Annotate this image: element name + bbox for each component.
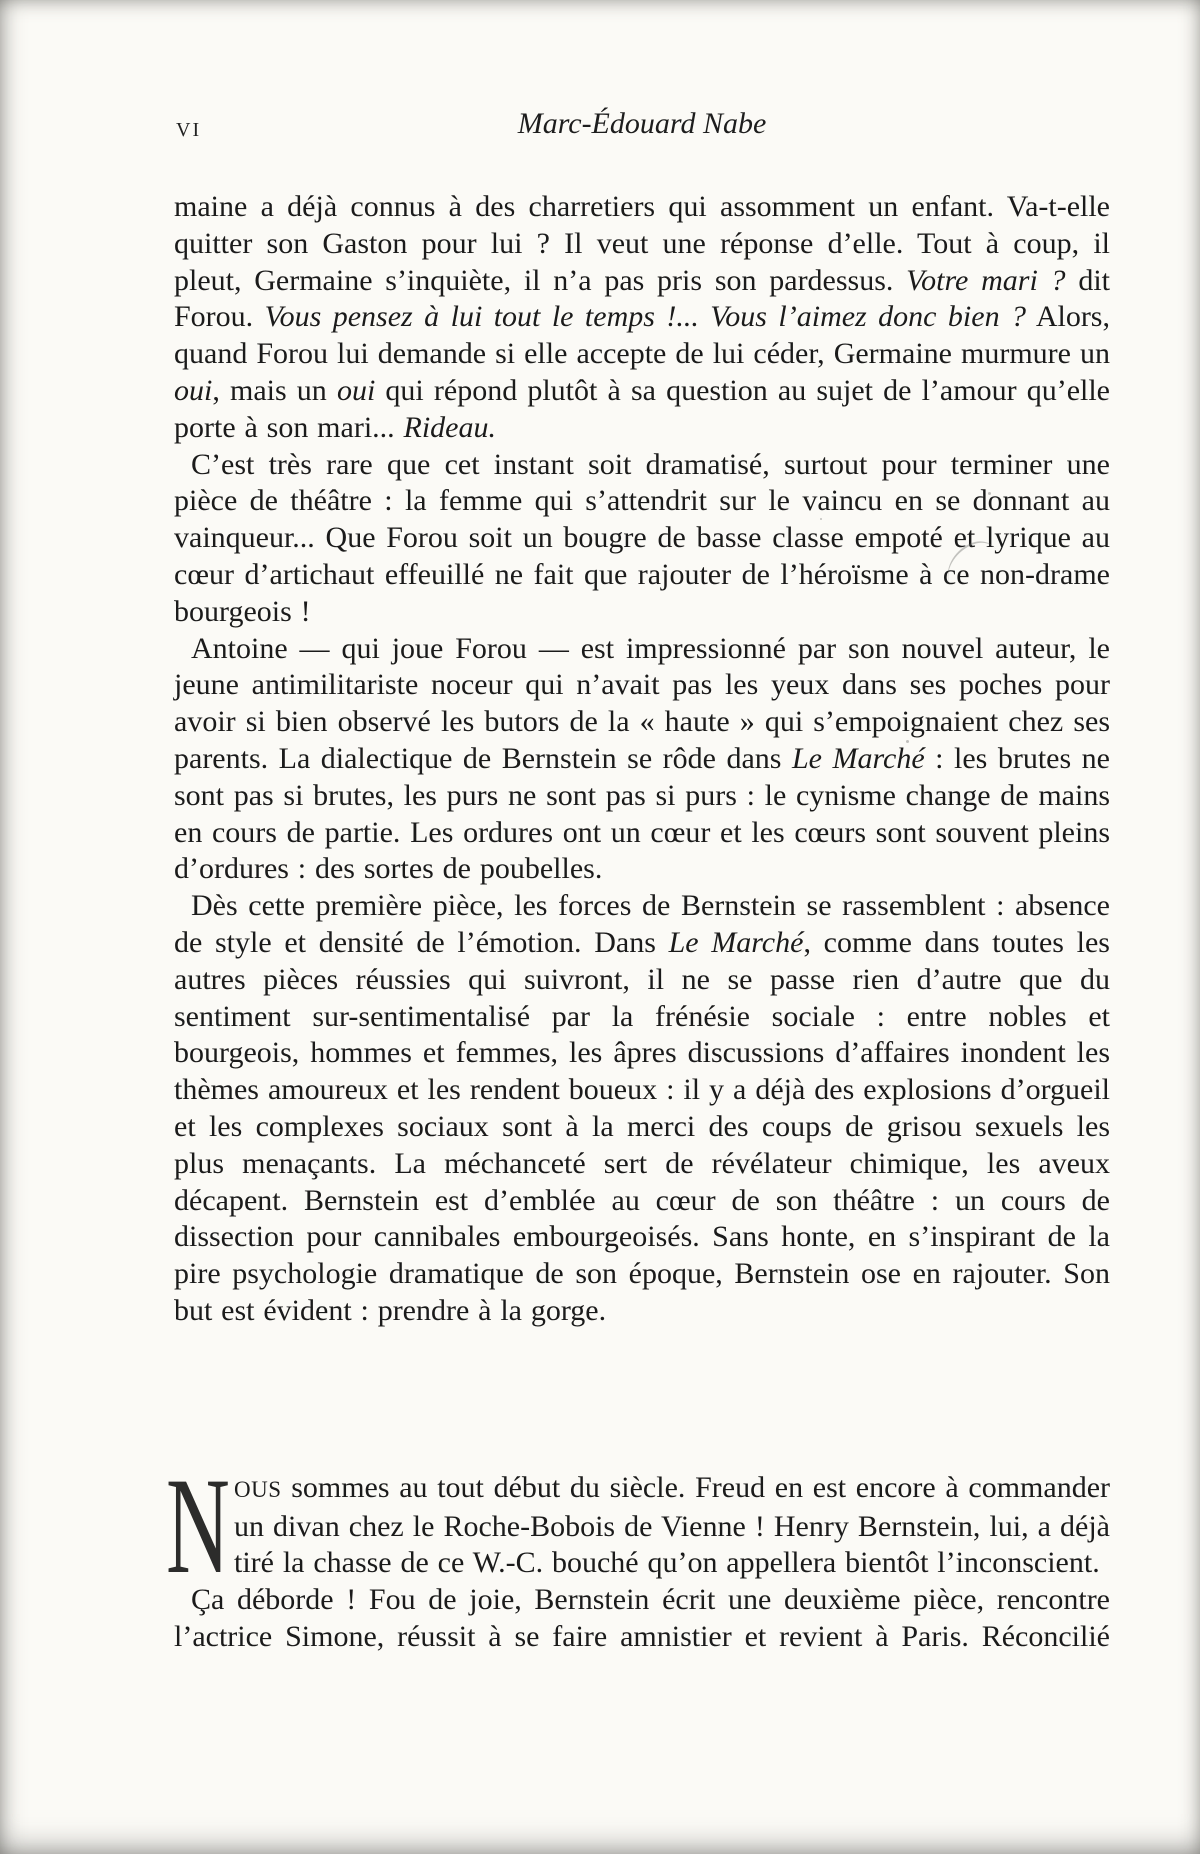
paragraph	[174, 447, 1110, 631]
drop-cap-letter	[166, 1448, 230, 1602]
text-run: C’est très rare que cet instant soit dramatisé, surtout pour terminer une pièce de théâtre : la femme qui s’attendrit sur le vaincu en se donnant au vainqueur... Que Forou soit un bougre de basse classe empoté et lyrique au cœur d’artichaut effeuillé ne fait que rajouter de l’héroïsme à ce non-drame bourgeois !	[174, 447, 1110, 628]
text-run: Dès cette première pièce, les forces de Bernstein se rassemblent : absence de style et densité de l’émotion. Dans	[174, 889, 1110, 959]
text-run: qui répond plutôt à sa question au sujet de l’amour qu’elle porte à son mari...	[174, 373, 1110, 444]
small-caps-lead: OUS	[234, 1476, 282, 1502]
text-run: , comme dans toutes les autres pièces réussies qui suivront, il ne se passe rien d’autre que du sentiment sur-sentimentalisé par la frénésie sociale : entre nobles et bourgeois, hommes et femmes, les âpres discussions d’affaires inondent les thèmes amoureux et les rendent boueux : il y a déjà des explosions d’orgueil et les complexes sociaux sont à la merci des coups de grisou sexuels les plus menaçants. La méchanceté sert de révélateur chimique, les aveux décapent. Bernstein est d’emblée au cœur de son théâtre : un cours de dissection pour cannibales embourgeoisés. Sans honte, en s’inspirant de la pire psychologie dramatique de son époque, Bernstein ose en rajouter. Son but est évident : prendre à la gorge.	[174, 925, 1110, 1327]
paragraph	[174, 888, 1110, 1330]
italic-text: Le Marché	[668, 925, 804, 959]
italic-text: oui	[174, 373, 213, 407]
text-run: : les brutes ne sont pas si brutes, les purs ne sont pas si purs : le cynisme change de mains en cours de partie. Les ordures ont un cœur et les cœurs sont souvent pleins d’ordures : des sortes de poubelles.	[174, 741, 1110, 886]
folio-page-number: VI	[176, 119, 202, 141]
paragraph	[174, 1582, 1110, 1656]
italic-text: oui	[336, 373, 376, 407]
running-title: Marc-Édouard Nabe	[517, 107, 767, 140]
part-1-paragraphs	[174, 189, 1110, 1330]
text-run: Antoine — qui joue Forou — est impressionné par son nouvel auteur, le jeune antimilitariste noceur qui n’avait pas les yeux dans ses poches pour avoir si bien observé les butors de la « haute » qui s’empoignaient chez ses parents. La dialectique de Bernstein se rôde dans	[174, 631, 1110, 775]
text-run: Alors, quand Forou lui demande si elle accepte de lui céder, Germaine murmure un	[174, 300, 1110, 371]
text-run: maine a déjà connus à des charretiers qui assomment un enfant. Va-t-elle quitter son Gaston pour lui ? Il veut une réponse d’elle. Tout à coup, il pleut, Germaine s’inquiète, il n’a pas pris son pardessus.	[174, 190, 1110, 297]
body-text	[166, 189, 1110, 1656]
italic-text: Vous pensez à lui tout le temps !... Vous l’aimez donc bien ?	[264, 300, 1027, 334]
paragraph	[174, 189, 1110, 447]
section-paragraph-text: sommes au tout début du siècle. Freud en est encore à commander un divan chez le Roche-Bobois de Vienne ! Henry Bernstein, lui, a déjà tiré la chasse de ce W.-C. bouché qu’on appellera bientôt l’inconscient.	[234, 1470, 1110, 1580]
part-2-section	[166, 1448, 1110, 1656]
text-run: dit Forou.	[174, 263, 1110, 334]
text-run: Ça déborde ! Fou de joie, Bernstein écrit une deuxième pièce, rencontre l’actrice Simone, réussit à se faire amnistier et revient à Paris. Réconcilié	[174, 1583, 1110, 1653]
drop-cap-paragraph	[166, 1448, 1110, 1602]
drop-cap-glyph: N	[166, 1448, 230, 1602]
italic-text: Rideau.	[403, 410, 496, 444]
text-run: , mais un	[212, 373, 337, 407]
italic-text: Le Marché	[791, 741, 925, 775]
paragraph	[174, 631, 1110, 889]
italic-text: Votre mari ?	[906, 263, 1066, 297]
